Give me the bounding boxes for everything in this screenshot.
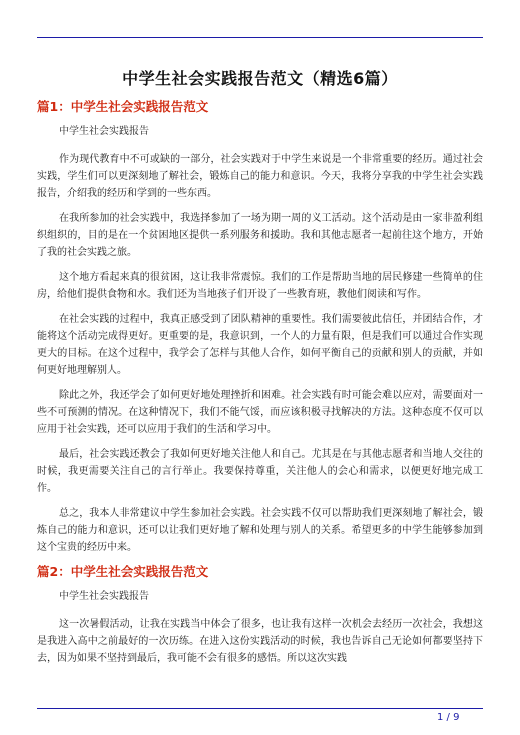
section-heading: 篇2：中学生社会实践报告范文 [37, 564, 209, 579]
paragraph: 在社会实践的过程中，我真正感受到了团队精神的重要性。我们需要彼此信任，并团结合作，才能将这个活动完成得更好。更重要的是，我意识到，一个人的力量有限，但是我们可以通过合作实现更大的目标。在这个过程中，我学会了怎样与其他人合作，如何平衡自己的贡献和别人的贡献，并如何更好地理解别人。 [37, 314, 483, 376]
document-body [37, 99, 483, 675]
paragraph: 在我所参加的社会实践中，我选择参加了一场为期一周的义工活动。这个活动是由一家非盈利组织组织的，目的是在一个贫困地区提供一系列服务和援助。我和其他志愿者一起前往这个地方，开始了我的社会实践之旅。 [37, 213, 483, 258]
paragraph: 除此之外，我还学会了如何更好地处理挫折和困难。社会实践有时可能会难以应对，需要面对一些不可预测的情况。在这种情况下，我们不能气馁，而应该积极寻找解决的方法。这种态度不仅可以应用于社会实践，还可以应用于我们的生活和学习中。 [37, 390, 483, 435]
header-rule [37, 37, 483, 38]
section-2 [37, 564, 483, 667]
page-indicator: 1 / 9 [437, 712, 460, 723]
section-subtitle: 中学生社会实践报告 [59, 591, 149, 602]
paragraph: 最后，社会实践还教会了我如何更好地关注他人和自己。尤其是在与其他志愿者和当地人交往的时候，我更需要关注自己的言行举止。我要保持尊重，关注他人的会心和需求，以便更好地完成工作。 [37, 449, 483, 494]
footer-rule [37, 708, 483, 709]
paragraph: 总之，我本人非常建议中学生参加社会实践。社会实践不仅可以帮助我们更深刻地了解社会，锻炼自己的能力和意识，还可以让我们更好地了解和处理与别人的关系。希望更多的中学生能够参加到这个宝贵的经历中来。 [37, 508, 483, 553]
paragraph: 作为现代教育中不可或缺的一部分，社会实践对于中学生来说是一个非常重要的经历。通过社会实践，学生们可以更深刻地了解社会，锻炼自己的能力和意识。今天，我将分享我的中学生社会实践报告，介绍我的经历和学到的一些东西。 [37, 154, 483, 199]
document-title: 中学生社会实践报告范文（精选6篇） [122, 69, 398, 88]
section-heading: 篇1：中学生社会实践报告范文 [37, 99, 209, 114]
section-1 [37, 99, 483, 556]
section-subtitle: 中学生社会实践报告 [59, 126, 149, 137]
paragraph: 这个地方看起来真的很贫困，这让我非常震惊。我们的工作是帮助当地的居民修建一些简单的住房，给他们提供食物和水。我们还为当地孩子们开设了一些教育班，教他们阅读和写作。 [37, 272, 483, 300]
paragraph: 这一次暑假活动，让我在实践当中体会了很多，也让我有这样一次机会去经历一次社会，我想这是我进入高中之前最好的一次历练。在进入这份实践活动的时候，我也告诉自己无论如何都要坚持下去，因为如果不坚持到最后，我可能不会有很多的感悟。所以这次实践 [37, 619, 483, 664]
